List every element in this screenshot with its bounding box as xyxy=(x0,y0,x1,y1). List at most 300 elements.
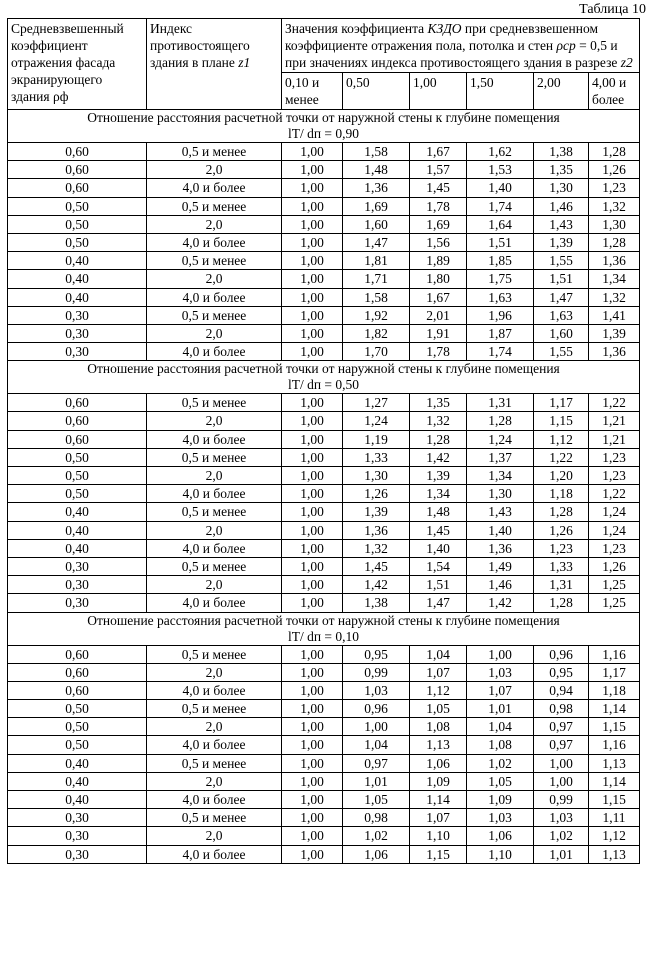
table-cell: 1,32 xyxy=(410,412,467,430)
table-row xyxy=(8,521,640,539)
table-cell: 1,16 xyxy=(589,645,640,663)
table-cell: 1,54 xyxy=(410,557,467,575)
table-cell: 1,67 xyxy=(410,288,467,306)
table-cell: 2,0 xyxy=(147,718,282,736)
table-cell: 1,00 xyxy=(282,394,343,412)
table-cell: 1,70 xyxy=(343,343,410,361)
table-cell: 1,40 xyxy=(467,179,534,197)
table-cell: 0,30 xyxy=(8,809,147,827)
table-cell: 0,5 и менее xyxy=(147,700,282,718)
table-row xyxy=(8,324,640,342)
table-cell: 1,91 xyxy=(410,324,467,342)
table-cell: 1,69 xyxy=(343,197,410,215)
table-cell: 1,14 xyxy=(589,700,640,718)
table-cell: 1,36 xyxy=(589,343,640,361)
table-cell: 1,34 xyxy=(467,467,534,485)
table-cell: 1,05 xyxy=(467,772,534,790)
table-cell: 1,45 xyxy=(410,179,467,197)
table-cell: 1,26 xyxy=(589,557,640,575)
table-cell: 2,0 xyxy=(147,663,282,681)
table-cell: 1,06 xyxy=(467,827,534,845)
table-cell: 4,0 и более xyxy=(147,681,282,699)
table-row xyxy=(8,557,640,575)
table-cell: 0,40 xyxy=(8,270,147,288)
table-cell: 1,04 xyxy=(467,718,534,736)
table-row xyxy=(8,539,640,557)
table-cell: 0,30 xyxy=(8,306,147,324)
table-row xyxy=(8,448,640,466)
table-cell: 2,0 xyxy=(147,161,282,179)
table-cell: 0,97 xyxy=(534,718,589,736)
table-cell: 1,30 xyxy=(589,215,640,233)
subcol-header: 0,50 xyxy=(343,73,410,110)
table-cell: 1,14 xyxy=(589,772,640,790)
table-cell: 2,0 xyxy=(147,270,282,288)
table-cell: 1,17 xyxy=(589,663,640,681)
table-cell: 1,39 xyxy=(343,503,410,521)
table-cell: 1,64 xyxy=(467,215,534,233)
table-cell: 1,47 xyxy=(410,594,467,612)
table-caption: Таблица 10 xyxy=(579,2,646,17)
table-cell: 0,60 xyxy=(8,681,147,699)
table-cell: 0,60 xyxy=(8,663,147,681)
table-cell: 1,00 xyxy=(282,645,343,663)
table-cell: 1,23 xyxy=(589,179,640,197)
table-cell: 1,00 xyxy=(282,288,343,306)
table-cell: 1,28 xyxy=(534,594,589,612)
subcol-header: 1,50 xyxy=(467,73,534,110)
table-cell: 1,00 xyxy=(282,143,343,161)
table-row xyxy=(8,845,640,863)
section-ratio: lT/ dп = 0,90 xyxy=(287,126,360,141)
table-cell: 1,18 xyxy=(534,485,589,503)
table-cell: 2,0 xyxy=(147,521,282,539)
table-cell: 1,74 xyxy=(467,343,534,361)
table-row xyxy=(8,736,640,754)
table-cell: 1,00 xyxy=(282,179,343,197)
table-row xyxy=(8,754,640,772)
table-cell: 1,39 xyxy=(410,467,467,485)
table-cell: 1,00 xyxy=(282,430,343,448)
table-cell: 1,30 xyxy=(343,467,410,485)
table-cell: 1,05 xyxy=(410,700,467,718)
table-row xyxy=(8,252,640,270)
table-cell: 1,32 xyxy=(589,197,640,215)
table-row xyxy=(8,143,640,161)
table-cell: 0,97 xyxy=(534,736,589,754)
table-row xyxy=(8,270,640,288)
table-cell: 1,00 xyxy=(282,306,343,324)
table-cell: 1,00 xyxy=(282,594,343,612)
table-cell: 1,00 xyxy=(282,412,343,430)
table-cell: 1,42 xyxy=(343,576,410,594)
table-cell: 1,10 xyxy=(410,827,467,845)
table-cell: 1,16 xyxy=(589,736,640,754)
table-cell: 1,57 xyxy=(410,161,467,179)
table-row xyxy=(8,343,640,361)
table-cell: 1,82 xyxy=(343,324,410,342)
table-cell: 0,5 и менее xyxy=(147,503,282,521)
section-header-row xyxy=(8,361,640,394)
table-cell: 1,23 xyxy=(589,467,640,485)
table-cell: 1,22 xyxy=(534,448,589,466)
table-cell: 0,40 xyxy=(8,539,147,557)
table-cell: 0,95 xyxy=(343,645,410,663)
table-cell: 0,5 и менее xyxy=(147,306,282,324)
table-cell: 1,36 xyxy=(467,539,534,557)
table-row xyxy=(8,681,640,699)
table-cell: 1,31 xyxy=(534,576,589,594)
table-cell: 1,21 xyxy=(589,430,640,448)
table-cell: 0,96 xyxy=(534,645,589,663)
table-cell: 1,24 xyxy=(343,412,410,430)
table-row xyxy=(8,467,640,485)
table-cell: 0,40 xyxy=(8,521,147,539)
table-cell: 2,0 xyxy=(147,324,282,342)
header-building-index-plan: Индекс противостоящего здания в плане z1 xyxy=(147,19,282,110)
table-cell: 1,06 xyxy=(410,754,467,772)
table-cell: 1,37 xyxy=(467,448,534,466)
table-cell: 1,00 xyxy=(282,663,343,681)
table-cell: 4,0 и более xyxy=(147,845,282,863)
subcol-header: 0,10 и менее xyxy=(282,73,343,110)
table-cell: 0,5 и менее xyxy=(147,754,282,772)
table-cell: 1,34 xyxy=(589,270,640,288)
table-cell: 1,30 xyxy=(534,179,589,197)
table-cell: 1,89 xyxy=(410,252,467,270)
table-cell: 1,38 xyxy=(534,143,589,161)
table-row xyxy=(8,288,640,306)
table-cell: 0,40 xyxy=(8,252,147,270)
table-cell: 4,0 и более xyxy=(147,430,282,448)
table-cell: 1,03 xyxy=(534,809,589,827)
table-cell: 1,26 xyxy=(589,161,640,179)
table-cell: 1,40 xyxy=(467,521,534,539)
table-cell: 1,19 xyxy=(343,430,410,448)
table-cell: 1,43 xyxy=(467,503,534,521)
table-cell: 1,22 xyxy=(589,394,640,412)
table-cell: 1,23 xyxy=(589,539,640,557)
table-cell: 0,50 xyxy=(8,736,147,754)
table-row xyxy=(8,430,640,448)
table-cell: 2,0 xyxy=(147,576,282,594)
table-cell: 1,11 xyxy=(589,809,640,827)
section-ratio: lT/ dп = 0,50 xyxy=(287,377,360,393)
table-cell: 0,40 xyxy=(8,791,147,809)
section-title xyxy=(8,612,640,645)
table-cell: 0,50 xyxy=(8,485,147,503)
table-cell: 1,00 xyxy=(467,645,534,663)
table-cell: 0,50 xyxy=(8,467,147,485)
table-row xyxy=(8,772,640,790)
table-cell: 0,5 и менее xyxy=(147,809,282,827)
table-cell: 1,36 xyxy=(589,252,640,270)
table-cell: 1,28 xyxy=(467,412,534,430)
section-title-text: Отношение расстояния расчетной точки от наружной стены к глубине помещения xyxy=(87,361,560,377)
table-cell: 0,5 и менее xyxy=(147,448,282,466)
table-cell: 1,36 xyxy=(343,521,410,539)
table-row xyxy=(8,827,640,845)
table-cell: 0,50 xyxy=(8,718,147,736)
table-cell: 1,15 xyxy=(589,718,640,736)
table-cell: 1,48 xyxy=(343,161,410,179)
table-cell: 1,00 xyxy=(282,270,343,288)
table-cell: 1,78 xyxy=(410,343,467,361)
table-cell: 0,50 xyxy=(8,197,147,215)
table-cell: 1,38 xyxy=(343,594,410,612)
table-cell: 0,60 xyxy=(8,394,147,412)
table-cell: 1,15 xyxy=(589,791,640,809)
table-cell: 1,00 xyxy=(282,197,343,215)
table-cell: 1,01 xyxy=(343,772,410,790)
table-cell: 1,07 xyxy=(467,681,534,699)
table-cell: 0,60 xyxy=(8,412,147,430)
table-row xyxy=(8,700,640,718)
table-cell: 1,00 xyxy=(282,503,343,521)
table-cell: 0,5 и менее xyxy=(147,394,282,412)
table-cell: 2,0 xyxy=(147,215,282,233)
table-cell: 1,03 xyxy=(467,663,534,681)
coefficient-table xyxy=(7,18,640,864)
section-header-row xyxy=(8,110,640,143)
table-cell: 1,15 xyxy=(410,845,467,863)
table-cell: 1,34 xyxy=(410,485,467,503)
table-cell: 1,20 xyxy=(534,467,589,485)
table-cell: 0,5 и менее xyxy=(147,197,282,215)
table-row xyxy=(8,718,640,736)
table-cell: 1,28 xyxy=(410,430,467,448)
table-cell: 1,00 xyxy=(282,754,343,772)
table-cell: 1,49 xyxy=(467,557,534,575)
table-cell: 0,98 xyxy=(343,809,410,827)
table-cell: 1,46 xyxy=(534,197,589,215)
table-cell: 0,5 и менее xyxy=(147,252,282,270)
table-cell: 1,33 xyxy=(534,557,589,575)
table-cell: 1,00 xyxy=(282,215,343,233)
table-cell: 1,00 xyxy=(282,772,343,790)
table-cell: 1,32 xyxy=(589,288,640,306)
table-cell: 1,47 xyxy=(534,288,589,306)
table-cell: 1,17 xyxy=(534,394,589,412)
table-cell: 1,71 xyxy=(343,270,410,288)
table-row xyxy=(8,197,640,215)
table-cell: 1,25 xyxy=(589,594,640,612)
table-cell: 1,05 xyxy=(343,791,410,809)
table-cell: 1,14 xyxy=(410,791,467,809)
table-row xyxy=(8,412,640,430)
table-row xyxy=(8,179,640,197)
table-cell: 0,30 xyxy=(8,557,147,575)
table-cell: 0,98 xyxy=(534,700,589,718)
table-cell: 1,78 xyxy=(410,197,467,215)
table-cell: 0,40 xyxy=(8,754,147,772)
table-row xyxy=(8,215,640,233)
section-header-row xyxy=(8,612,640,645)
table-cell: 1,00 xyxy=(282,718,343,736)
table-cell: 1,51 xyxy=(534,270,589,288)
table-cell: 4,0 и более xyxy=(147,233,282,251)
table-cell: 1,23 xyxy=(534,539,589,557)
table-cell: 0,50 xyxy=(8,700,147,718)
table-cell: 1,02 xyxy=(343,827,410,845)
table-cell: 1,18 xyxy=(589,681,640,699)
table-cell: 2,0 xyxy=(147,412,282,430)
table-cell: 1,12 xyxy=(534,430,589,448)
table-cell: 0,30 xyxy=(8,324,147,342)
table-cell: 0,30 xyxy=(8,845,147,863)
table-cell: 0,97 xyxy=(343,754,410,772)
table-cell: 1,69 xyxy=(410,215,467,233)
table-cell: 1,21 xyxy=(589,412,640,430)
table-cell: 1,33 xyxy=(343,448,410,466)
table-cell: 1,00 xyxy=(282,448,343,466)
table-cell: 1,24 xyxy=(467,430,534,448)
table-cell: 0,60 xyxy=(8,430,147,448)
table-cell: 1,81 xyxy=(343,252,410,270)
subcol-header: 4,00 и более xyxy=(589,73,640,110)
table-cell: 1,42 xyxy=(410,448,467,466)
table-cell: 1,00 xyxy=(282,467,343,485)
table-cell: 0,96 xyxy=(343,700,410,718)
table-cell: 1,00 xyxy=(282,233,343,251)
table-cell: 1,53 xyxy=(467,161,534,179)
table-cell: 1,00 xyxy=(282,324,343,342)
table-cell: 1,60 xyxy=(534,324,589,342)
table-cell: 1,41 xyxy=(589,306,640,324)
section-ratio: lT/ dп = 0,10 xyxy=(287,628,360,644)
table-cell: 1,00 xyxy=(282,521,343,539)
table-cell: 1,13 xyxy=(589,845,640,863)
table-cell: 1,00 xyxy=(534,772,589,790)
table-cell: 1,02 xyxy=(467,754,534,772)
table-cell: 1,32 xyxy=(343,539,410,557)
table-cell: 1,00 xyxy=(282,791,343,809)
table-cell: 1,26 xyxy=(343,485,410,503)
table-cell: 1,56 xyxy=(410,233,467,251)
table-cell: 0,30 xyxy=(8,594,147,612)
table-cell: 4,0 и более xyxy=(147,791,282,809)
table-row xyxy=(8,503,640,521)
table-cell: 1,92 xyxy=(343,306,410,324)
table-cell: 1,74 xyxy=(467,197,534,215)
table-cell: 1,09 xyxy=(467,791,534,809)
table-cell: 0,50 xyxy=(8,233,147,251)
table-cell: 1,04 xyxy=(410,645,467,663)
table-cell: 1,00 xyxy=(282,827,343,845)
table-cell: 0,95 xyxy=(534,663,589,681)
table-cell: 0,40 xyxy=(8,503,147,521)
table-cell: 0,50 xyxy=(8,448,147,466)
table-cell: 1,39 xyxy=(534,233,589,251)
table-cell: 0,99 xyxy=(343,663,410,681)
table-cell: 1,07 xyxy=(410,663,467,681)
table-cell: 1,28 xyxy=(589,143,640,161)
table-cell: 1,12 xyxy=(410,681,467,699)
table-cell: 2,0 xyxy=(147,772,282,790)
table-row xyxy=(8,645,640,663)
table-cell: 4,0 и более xyxy=(147,539,282,557)
table-cell: 1,00 xyxy=(282,576,343,594)
table-cell: 1,85 xyxy=(467,252,534,270)
table-cell: 1,00 xyxy=(282,845,343,863)
table-cell: 2,0 xyxy=(147,467,282,485)
table-cell: 1,28 xyxy=(534,503,589,521)
table-row xyxy=(8,576,640,594)
table-cell: 1,43 xyxy=(534,215,589,233)
table-cell: 0,30 xyxy=(8,827,147,845)
table-cell: 1,39 xyxy=(589,324,640,342)
table-cell: 4,0 и более xyxy=(147,343,282,361)
table-cell: 1,30 xyxy=(467,485,534,503)
table-cell: 1,07 xyxy=(410,809,467,827)
table-cell: 1,35 xyxy=(410,394,467,412)
table-cell: 0,40 xyxy=(8,772,147,790)
header-row xyxy=(8,19,640,73)
table-cell: 0,60 xyxy=(8,161,147,179)
table-row xyxy=(8,809,640,827)
table-cell: 1,24 xyxy=(589,521,640,539)
table-cell: 1,55 xyxy=(534,252,589,270)
section-title xyxy=(8,361,640,394)
table-cell: 1,00 xyxy=(282,809,343,827)
table-cell: 1,00 xyxy=(282,557,343,575)
table-cell: 1,00 xyxy=(282,252,343,270)
table-cell: 1,02 xyxy=(534,827,589,845)
subcol-header: 2,00 xyxy=(534,73,589,110)
table-cell: 1,67 xyxy=(410,143,467,161)
table-cell: 1,00 xyxy=(343,718,410,736)
table-cell: 1,45 xyxy=(343,557,410,575)
table-row xyxy=(8,485,640,503)
table-cell: 1,36 xyxy=(343,179,410,197)
table-cell: 0,30 xyxy=(8,343,147,361)
table-row xyxy=(8,161,640,179)
table-cell: 1,00 xyxy=(282,700,343,718)
table-cell: 0,94 xyxy=(534,681,589,699)
table-cell: 1,06 xyxy=(343,845,410,863)
section-title-text: Отношение расстояния расчетной точки от наружной стены к глубине помещения xyxy=(87,110,560,125)
table-row xyxy=(8,306,640,324)
table-cell: 0,60 xyxy=(8,179,147,197)
table-cell: 1,01 xyxy=(467,700,534,718)
header-facade-reflectance: Средневзвешенный коэффициент отражения фасада экранирующего здания ρф xyxy=(8,19,147,110)
table-cell: 1,28 xyxy=(589,233,640,251)
table-cell: 1,00 xyxy=(534,754,589,772)
table-cell: 1,00 xyxy=(282,539,343,557)
table-cell: 1,60 xyxy=(343,215,410,233)
table-cell: 1,00 xyxy=(282,736,343,754)
table-cell: 1,35 xyxy=(534,161,589,179)
table-cell: 1,27 xyxy=(343,394,410,412)
table-cell: 1,13 xyxy=(589,754,640,772)
header-coefficient-values: Значения коэффициента KЗДО при средневзвешенном коэффициенте отражения пола, потолка и стен ρср = 0,5 и при значениях индекса противостоящего здания в разрезе z2 xyxy=(282,19,640,73)
table-cell: 1,58 xyxy=(343,143,410,161)
table-body xyxy=(8,110,640,864)
section-title xyxy=(8,110,640,143)
table-cell: 0,5 и менее xyxy=(147,557,282,575)
table-cell: 1,08 xyxy=(410,718,467,736)
table-cell: 1,00 xyxy=(282,161,343,179)
section-title-text: Отношение расстояния расчетной точки от наружной стены к глубине помещения xyxy=(87,612,560,628)
table-cell: 1,87 xyxy=(467,324,534,342)
table-cell: 1,10 xyxy=(467,845,534,863)
table-cell: 1,03 xyxy=(467,809,534,827)
table-cell: 1,04 xyxy=(343,736,410,754)
table-cell: 1,48 xyxy=(410,503,467,521)
table-cell: 1,24 xyxy=(589,503,640,521)
table-cell: 1,03 xyxy=(343,681,410,699)
table-row xyxy=(8,663,640,681)
